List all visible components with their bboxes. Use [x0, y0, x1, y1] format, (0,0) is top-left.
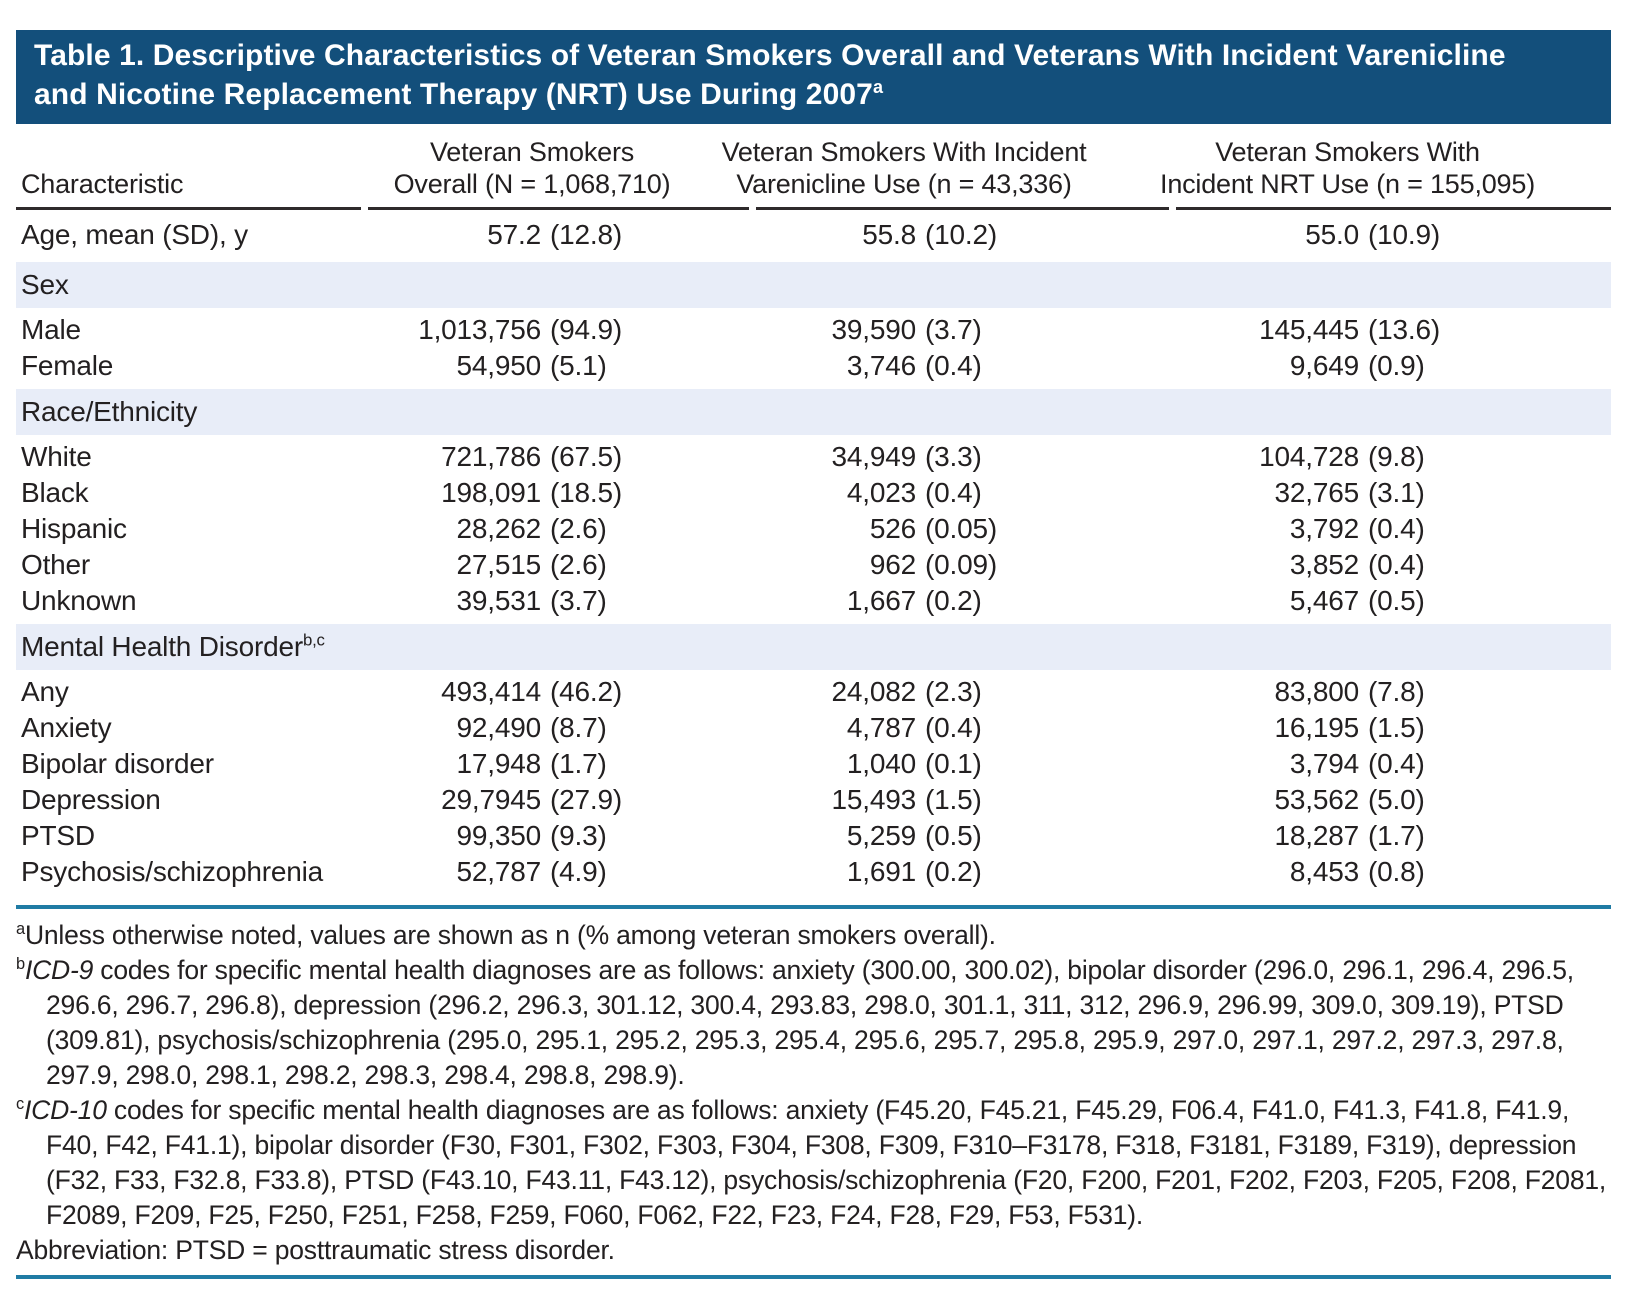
value-percent: (5.1) [550, 350, 607, 381]
value-count: 34,949 [831, 441, 916, 472]
row-label: Psychosis/schizophrenia [21, 856, 323, 887]
value-count: 3,794 [1289, 748, 1359, 779]
section-label: Mental Health Disorder$^{b,c}$ [21, 630, 325, 662]
column-header-row [16, 124, 1611, 200]
footnote-a [16, 918, 1611, 953]
value-count: 3,792 [1289, 513, 1359, 544]
column-header-line: Varenicline Use (n = 43,336) [736, 169, 1072, 199]
value-count: 55.8 [862, 219, 916, 250]
value-count: 99,350 [456, 820, 541, 851]
value-percent: (13.6) [1368, 314, 1440, 345]
value-count: 32,765 [1274, 477, 1359, 508]
value-count: 4,787 [846, 712, 916, 743]
value-count: 27,515 [456, 549, 541, 580]
value-count: 54,950 [456, 350, 541, 381]
value-percent: (0.5) [1368, 585, 1425, 616]
value-percent: (3.7) [550, 585, 607, 616]
value-percent: (4.9) [550, 856, 607, 887]
value-count: 16,195 [1274, 712, 1359, 743]
value-cell [368, 348, 756, 384]
value-percent: (5.0) [1368, 784, 1425, 815]
value-count: 1,667 [846, 585, 916, 616]
table-row [16, 348, 1611, 384]
value-percent: (10.9) [1368, 219, 1440, 250]
value-count: 9,649 [1289, 350, 1359, 381]
value-count: 5,259 [846, 820, 916, 851]
value-count: 53,562 [1274, 784, 1359, 815]
header-rule-segment [756, 207, 1169, 210]
value-percent: (0.1) [925, 748, 982, 779]
row-label: Male [21, 314, 81, 345]
value-cell [756, 439, 1176, 475]
value-percent: (0.2) [925, 585, 982, 616]
value-cell [756, 511, 1176, 547]
value-cell [1176, 818, 1611, 854]
value-percent: (0.4) [925, 350, 982, 381]
value-percent: (7.8) [1368, 676, 1425, 707]
value-count: 3,852 [1289, 549, 1359, 580]
header-rule-segment [16, 207, 361, 210]
value-cell [368, 475, 756, 511]
column-header-nrt [1130, 136, 1565, 200]
value-percent: (3.1) [1368, 477, 1425, 508]
column-header-line: Veteran Smokers [429, 137, 635, 167]
value-cell [756, 746, 1176, 782]
column-header-line: Incident NRT Use (n = 155,095) [1160, 169, 1535, 199]
value-cell [1176, 782, 1611, 818]
footnote-marker: b [16, 955, 25, 974]
value-percent: (0.4) [1368, 748, 1425, 779]
table-title: Table 1. Descriptive Characteristics of Veteran Smokers Overall and Veterans With Incident Varenicline and Nicotine Replacement Therapy (NRT) Use During 2007 [34, 39, 1506, 111]
value-count: 493,414 [441, 676, 541, 707]
value-percent: (27.9) [550, 784, 622, 815]
table-row [16, 782, 1611, 818]
value-percent: (0.8) [1368, 856, 1425, 887]
value-percent: (1.5) [1368, 712, 1425, 743]
column-header-line: Veteran Smokers With [1215, 137, 1480, 167]
value-count: 17,948 [456, 748, 541, 779]
row-label: Anxiety [21, 712, 112, 743]
table-row [16, 210, 1611, 257]
value-cell [1176, 348, 1611, 384]
value-percent: (10.2) [925, 219, 997, 250]
column-header-line: Veteran Smokers With Incident [721, 137, 1087, 167]
value-percent: (46.2) [550, 676, 622, 707]
footnote-c [16, 1093, 1611, 1233]
section-label: Race/Ethnicity [21, 396, 198, 427]
value-cell [756, 782, 1176, 818]
value-percent: (3.7) [925, 314, 982, 345]
section-superscript: b,c [302, 630, 325, 650]
value-percent: (18.5) [550, 477, 622, 508]
table-row [16, 475, 1611, 511]
value-cell [756, 348, 1176, 384]
value-cell [1176, 475, 1611, 511]
value-count: 55.0 [1305, 219, 1359, 250]
value-cell [1176, 746, 1611, 782]
row-label: Depression [21, 784, 161, 815]
value-count: 8,453 [1289, 856, 1359, 887]
header-rule-segment [368, 207, 749, 210]
value-percent: (0.9) [1368, 350, 1425, 381]
value-cell [368, 746, 756, 782]
value-cell [1176, 217, 1611, 253]
value-cell [1176, 439, 1611, 475]
value-count: 104,728 [1259, 441, 1359, 472]
header-rule [16, 207, 1611, 210]
value-cell [368, 312, 756, 348]
value-cell [368, 854, 756, 890]
value-count: 721,786 [441, 441, 541, 472]
value-cell [756, 312, 1176, 348]
value-percent: (0.09) [925, 549, 997, 580]
value-cell [368, 818, 756, 854]
value-cell [1176, 710, 1611, 746]
row-label: Bipolar disorder [21, 748, 214, 779]
value-count: 15,493 [831, 784, 916, 815]
value-percent: (2.6) [550, 513, 607, 544]
value-count: 83,800 [1274, 676, 1359, 707]
row-label: Black [21, 477, 89, 508]
value-cell [1176, 674, 1611, 710]
value-cell [368, 511, 756, 547]
abbreviation-note: Abbreviation: PTSD = posttraumatic stress disorder. [16, 1235, 615, 1265]
value-percent: (9.3) [550, 820, 607, 851]
table-rows [16, 210, 1611, 890]
table-row [16, 818, 1611, 854]
value-percent: (8.7) [550, 712, 607, 743]
table-row [16, 674, 1611, 710]
row-label: Hispanic [21, 513, 127, 544]
value-count: 57.2 [487, 219, 541, 250]
value-percent: (0.5) [925, 820, 982, 851]
footnote-text: Unless otherwise noted, values are shown as n (% among veteran smokers overall). [24, 920, 996, 950]
value-count: 962 [869, 549, 916, 580]
value-count: 1,040 [846, 748, 916, 779]
row-label: Female [21, 350, 114, 381]
value-percent: (0.4) [1368, 549, 1425, 580]
value-count: 52,787 [456, 856, 541, 887]
table-title-superscript: a [872, 77, 884, 97]
table-row [16, 511, 1611, 547]
value-percent: (12.8) [550, 219, 622, 250]
value-percent: (0.05) [925, 513, 997, 544]
column-header-line: Overall (N = 1,068,710) [393, 169, 671, 199]
value-percent: (67.5) [550, 441, 622, 472]
value-cell [756, 583, 1176, 619]
value-count: 18,287 [1274, 820, 1359, 851]
table-row [16, 710, 1611, 746]
value-cell [368, 439, 756, 475]
value-count: 39,590 [831, 314, 916, 345]
value-count: 28,262 [456, 513, 541, 544]
value-cell [756, 475, 1176, 511]
value-cell [368, 217, 756, 253]
value-cell [368, 674, 756, 710]
value-percent: (0.4) [925, 477, 982, 508]
value-percent: (1.7) [550, 748, 607, 779]
row-label: White [21, 441, 92, 472]
value-cell [756, 217, 1176, 253]
value-percent: (1.7) [1368, 820, 1425, 851]
footnotes [16, 909, 1611, 1268]
row-label: Age, mean (SD), y [21, 219, 248, 250]
value-count: 29,7945 [441, 784, 541, 815]
value-cell [1176, 511, 1611, 547]
value-percent: (2.3) [925, 676, 982, 707]
row-label: Any [21, 676, 69, 707]
value-percent: (1.5) [925, 784, 982, 815]
footnote-marker: c [16, 1095, 25, 1114]
table-row [16, 854, 1611, 890]
column-header-characteristic: Characteristic [21, 169, 184, 199]
section-row [16, 624, 1611, 670]
value-count: 5,467 [1289, 585, 1359, 616]
value-cell [1176, 854, 1611, 890]
table-row [16, 439, 1611, 475]
value-cell [756, 710, 1176, 746]
value-percent: (3.3) [925, 441, 982, 472]
table-row [16, 583, 1611, 619]
section-label: Sex [21, 269, 69, 300]
value-count: 4,023 [846, 477, 916, 508]
header-rule-segment [1176, 207, 1611, 210]
value-percent: (0.4) [925, 712, 982, 743]
table-row [16, 547, 1611, 583]
footnote-text: codes for specific mental health diagnoses are as follows: anxiety (F45.20, F45.21, F45.29, F06.4, F41.0, F41.3, F41.8, F41.9, F40, F42, F41.1), bipolar disorder (F30, F301, F302, F303, F304, F308, F309, F310–F3178, F318, F3181, F3189, F319), depression (F32, F33, F32.8, F33.8), PTSD (F43.10, F43.11, F43.12), psychosis/schizophrenia (F20, F200, F201, F202, F203, F205, F208, F2081, F2089, F209, F25, F250, F251, F258, F259, F060, F062, F22, F23, F24, F28, F29, F53, F531). [46, 1095, 1607, 1230]
section-row [16, 262, 1611, 308]
row-label: Other [21, 549, 91, 580]
footnote-italic: ICD-9 [24, 955, 94, 985]
column-header-varenicline [694, 136, 1114, 200]
column-header-overall [338, 136, 726, 200]
value-cell [368, 583, 756, 619]
value-count: 145,445 [1259, 314, 1359, 345]
value-percent: (0.4) [1368, 513, 1425, 544]
value-count: 3,746 [846, 350, 916, 381]
value-count: 39,531 [456, 585, 541, 616]
value-cell [1176, 547, 1611, 583]
value-count: 24,082 [831, 676, 916, 707]
section-row [16, 389, 1611, 435]
value-cell [368, 547, 756, 583]
value-cell [756, 818, 1176, 854]
footnote-italic: ICD-10 [24, 1095, 107, 1125]
value-percent: (94.9) [550, 314, 622, 345]
value-cell [1176, 312, 1611, 348]
value-cell [756, 674, 1176, 710]
footnote-text: codes for specific mental health diagnoses are as follows: anxiety (300.00, 300.02), bipolar disorder (296.0, 296.1, 296.4, 296.5, 296.6, 296.7, 296.8), depression (296.2, 296.3, 301.12, 300.4, 293.83, 298.0, 301.1, 311, 312, 296.9, 296.99, 309.0, 309.19), PTSD (309.81), psychosis/schizophrenia (295.0, 295.1, 295.2, 295.3, 295.4, 295.6, 295.7, 295.8, 295.9, 297.0, 297.1, 297.2, 297.3, 297.8, 297.9, 298.0, 298.1, 298.2, 298.3, 298.4, 298.8, 298.9). [46, 955, 1574, 1090]
value-cell [756, 854, 1176, 890]
value-cell [1176, 583, 1611, 619]
footnote-marker: a [16, 920, 25, 939]
value-count: 1,691 [846, 856, 916, 887]
value-percent: (0.2) [925, 856, 982, 887]
row-label: Unknown [21, 585, 137, 616]
value-percent: (9.8) [1368, 441, 1425, 472]
page-bottom-rule [16, 1275, 1611, 1279]
table-row [16, 312, 1611, 348]
value-count: 92,490 [456, 712, 541, 743]
footnote-b [16, 953, 1611, 1093]
value-percent: (2.6) [550, 549, 607, 580]
value-cell [368, 782, 756, 818]
value-count: 198,091 [441, 477, 541, 508]
table-row [16, 746, 1611, 782]
row-label: PTSD [21, 820, 95, 851]
value-count: 526 [869, 513, 916, 544]
value-count: 1,013,756 [418, 314, 541, 345]
value-cell [756, 547, 1176, 583]
value-cell [368, 710, 756, 746]
table-title-bar [16, 30, 1611, 124]
